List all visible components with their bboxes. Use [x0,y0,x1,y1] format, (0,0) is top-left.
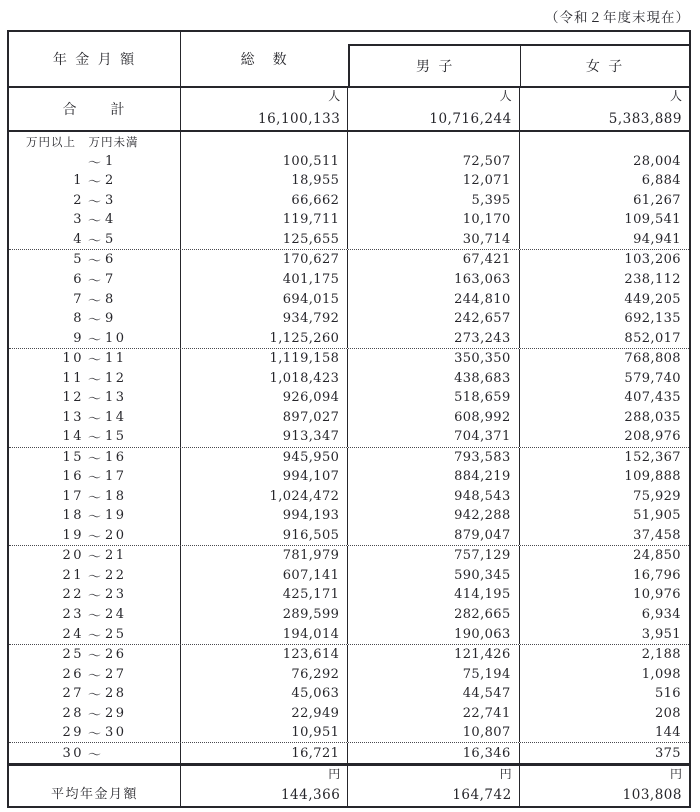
male-value: 10,170 [348,210,519,230]
range-label: 23 ～ 24 [9,605,181,625]
male-value: 16,346 [348,743,519,763]
male-value: 942,288 [348,506,519,526]
total-value: 1,125,260 [181,328,348,348]
total-value: 194,014 [181,624,348,644]
female-value: 579,740 [624,370,681,386]
female-value: 3,951 [641,626,681,642]
average-row [9,763,689,806]
female-value: 10,976 [633,587,681,603]
table-row [9,427,689,448]
average-female-cell [520,766,689,806]
empty-cell [181,132,348,152]
range-label: 16 ～ 17 [9,467,181,487]
total-value: 66,662 [181,191,348,211]
range-label: 10 ～ 11 [9,349,181,369]
range-label: 7 ～ 8 [9,289,181,309]
female-value: 94,941 [633,231,681,247]
female-value: 109,888 [624,469,681,485]
grand-total-total-cell [181,88,348,130]
table-row [9,368,689,388]
range-label: 26 ～ 27 [9,664,181,684]
range-label: 2 ～ 3 [9,191,181,211]
total-value: 897,027 [181,407,348,427]
average-male-cell [348,766,519,806]
table-row [9,230,689,251]
male-value: 10,807 [348,723,519,743]
female-value: 238,112 [624,271,681,287]
col-header-female: 女 子 [585,59,625,75]
average-label: 平均年金月額 [9,766,181,806]
male-value: 884,219 [348,467,519,487]
range-label: 30 ～ [9,743,181,763]
male-value: 438,683 [348,368,519,388]
range-label: 6 ～ 7 [9,270,181,290]
as-of-date-caption: （令和２年度末現在） [545,10,690,26]
total-value: 289,599 [181,605,348,625]
col-header-pension-amount: 年 金 月 額 [9,32,181,86]
total-value: 100,511 [181,152,348,172]
table-row [9,448,689,468]
range-note-row [9,132,689,152]
table-row [9,407,689,427]
female-value: 288,035 [624,409,681,425]
table-row [9,171,689,191]
male-value: 518,659 [348,388,519,408]
female-value: 375 [654,745,681,761]
male-value: 590,345 [348,566,519,586]
range-label: 25 ～ 26 [9,645,181,665]
total-value: 123,614 [181,645,348,665]
table-row [9,664,689,684]
total-value: 945,950 [181,448,348,468]
range-label: 17 ～ 18 [9,487,181,507]
total-value: 1,018,423 [181,368,348,388]
male-value: 190,063 [348,624,519,644]
female-value: 852,017 [624,330,681,346]
unit-person: 人 [328,89,341,103]
male-value: 273,243 [348,328,519,348]
table-row [9,289,689,309]
total-value: 994,193 [181,506,348,526]
female-value: 28,004 [633,153,681,169]
female-value: 24,850 [633,548,681,564]
table-row [9,506,689,526]
total-value: 22,949 [181,703,348,723]
grand-total-female-cell [520,88,689,130]
female-value: 6,884 [641,173,681,189]
average-female-value: 103,808 [622,787,682,803]
male-value: 608,992 [348,407,519,427]
range-label: 9 ～ 10 [9,328,181,348]
grand-total-row [9,88,689,132]
female-value: 692,135 [624,311,681,327]
male-value: 793,583 [348,448,519,468]
total-value: 18,955 [181,171,348,191]
grand-total-label: 合 計 [9,88,181,130]
range-note: 万円以上 万円未満 [9,132,181,152]
male-value: 72,507 [348,152,519,172]
male-value: 67,421 [348,250,519,270]
male-value: 282,665 [348,605,519,625]
table-row [9,624,689,645]
female-value: 208,976 [624,429,681,445]
total-value: 913,347 [181,427,348,447]
female-value: 152,367 [624,449,681,465]
total-value: 125,655 [181,230,348,250]
unit-yen: 円 [328,767,341,781]
grand-total-total-value: 16,100,133 [258,111,341,127]
table-row [9,487,689,507]
table-header [9,32,689,88]
range-label: 27 ～ 28 [9,684,181,704]
table-row [9,152,689,172]
gender-subheader-box [348,44,689,86]
unit-yen: 円 [499,767,512,781]
table-row [9,210,689,230]
male-value: 5,395 [348,191,519,211]
grand-total-male-cell [348,88,519,130]
male-value: 44,547 [348,684,519,704]
male-value: 242,657 [348,309,519,329]
table-row [9,388,689,408]
female-value: 144 [654,725,681,741]
table-row [9,684,689,704]
female-value: 768,808 [624,351,681,367]
male-value: 704,371 [348,427,519,447]
range-label: 1 ～ 2 [9,171,181,191]
range-label: 20 ～ 21 [9,546,181,566]
male-value: 244,810 [348,289,519,309]
male-value: 12,071 [348,171,519,191]
table-row [9,467,689,487]
female-value: 109,541 [624,212,681,228]
average-total-value: 144,366 [280,787,341,803]
unit-yen: 円 [669,767,682,781]
total-value: 994,107 [181,467,348,487]
range-label: 5 ～ 6 [9,250,181,270]
female-value: 51,905 [633,508,681,524]
male-value: 121,426 [348,645,519,665]
table-row [9,309,689,329]
male-value: 163,063 [348,270,519,290]
total-value: 170,627 [181,250,348,270]
total-value: 425,171 [181,585,348,605]
range-label: 13 ～ 14 [9,407,181,427]
range-label: 24 ～ 25 [9,624,181,644]
table-row [9,566,689,586]
female-value: 61,267 [633,192,681,208]
table-row [9,191,689,211]
range-label: 4 ～ 5 [9,230,181,250]
male-value: 75,194 [348,664,519,684]
table-body [9,132,689,763]
total-value: 45,063 [181,684,348,704]
table-row [9,328,689,349]
range-label: 19 ～ 20 [9,526,181,546]
empty-cell [348,132,519,152]
range-label: 8 ～ 9 [9,309,181,329]
pension-monthly-amount-table [7,30,691,808]
col-header-total: 総 数 [240,52,289,68]
total-value: 916,505 [181,526,348,546]
table-row [9,526,689,547]
unit-person: 人 [669,89,682,103]
total-value: 694,015 [181,289,348,309]
total-value: 607,141 [181,566,348,586]
range-label: 22 ～ 23 [9,585,181,605]
average-total-cell [181,766,348,806]
male-value: 757,129 [348,546,519,566]
table-row [9,605,689,625]
table-row [9,703,689,723]
total-value: 76,292 [181,664,348,684]
range-label: 14 ～ 15 [9,427,181,447]
total-value: 781,979 [181,546,348,566]
total-value: 934,792 [181,309,348,329]
female-value: 208 [654,705,681,721]
range-label: 29 ～ 30 [9,723,181,743]
female-value: 449,205 [624,291,681,307]
table-row [9,270,689,290]
range-label: 11 ～ 12 [9,368,181,388]
table-row [9,743,689,763]
average-male-value: 164,742 [452,787,512,803]
empty-cell [520,132,689,152]
range-label: 15 ～ 16 [9,448,181,468]
range-label: 3 ～ 4 [9,210,181,230]
unit-person: 人 [499,89,512,103]
col-header-male: 男 子 [350,46,521,86]
total-value: 926,094 [181,388,348,408]
grand-total-male-value: 10,716,244 [429,111,512,127]
table-row [9,250,689,270]
range-label: ～ 1 [9,152,181,172]
range-label: 28 ～ 29 [9,703,181,723]
female-value: 407,435 [624,390,681,406]
total-value: 1,024,472 [181,487,348,507]
male-value: 22,741 [348,703,519,723]
range-label: 21 ～ 22 [9,566,181,586]
male-value: 30,714 [348,230,519,250]
total-value: 119,711 [181,210,348,230]
male-value: 414,195 [348,585,519,605]
male-value: 948,543 [348,487,519,507]
male-value: 350,350 [348,349,519,369]
female-value: 1,098 [641,666,681,682]
table-row [9,645,689,665]
range-label: 18 ～ 19 [9,506,181,526]
table-row [9,349,689,369]
table-row [9,585,689,605]
range-label: 12 ～ 13 [9,388,181,408]
female-value: 16,796 [633,567,681,583]
table-row [9,723,689,744]
male-value: 879,047 [348,526,519,546]
female-value: 516 [654,686,681,702]
table-row [9,546,689,566]
female-value: 103,206 [624,252,681,268]
female-value: 37,458 [633,527,681,543]
female-value: 2,188 [641,647,681,663]
total-value: 401,175 [181,270,348,290]
gender-subheader-wrap [348,32,689,86]
total-value: 10,951 [181,723,348,743]
total-value: 1,119,158 [181,349,348,369]
grand-total-female-value: 5,383,889 [608,111,682,127]
female-value: 6,934 [641,607,681,623]
total-value: 16,721 [181,743,348,763]
female-value: 75,929 [633,488,681,504]
